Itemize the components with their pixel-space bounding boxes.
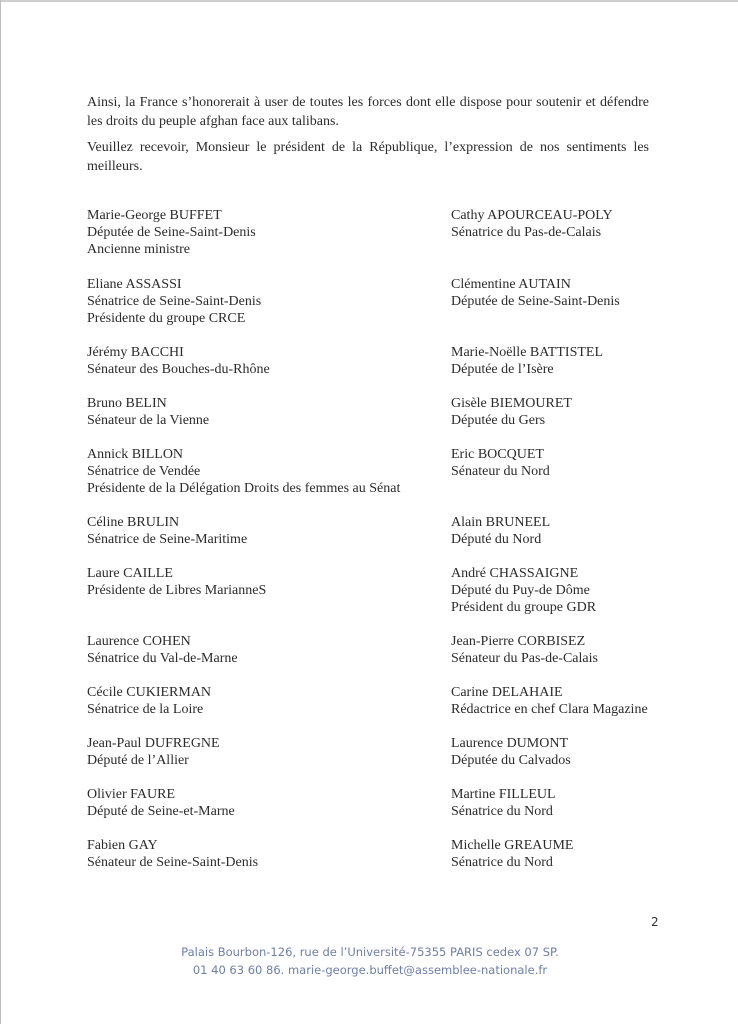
signatory [87, 684, 211, 718]
footer-contact: 01 40 63 60 86. marie-george.buffet@assemblee-nationale.fr [192, 963, 548, 977]
signatory-name: Olivier FAURE [87, 787, 176, 802]
signatory-name: Carine DELAHAIE [451, 685, 563, 700]
signatory-title: Sénatrice du Pas-de-Calais [451, 225, 602, 240]
signatory-title: Sénatrice de Seine-Maritime [87, 532, 248, 547]
signatory-title: Sénateur du Nord [451, 464, 550, 479]
signatory-name: Jean-Pierre CORBISEZ [451, 634, 586, 649]
signatory [451, 684, 648, 718]
signatory [87, 446, 400, 497]
signatory-name: Laurence DUMONT [451, 736, 569, 751]
signatory [87, 565, 266, 599]
signatory [451, 837, 573, 871]
signatory-title: Sénateur de Seine-Saint-Denis [87, 855, 259, 870]
signatory-name: Martine FILLEUL [451, 787, 556, 802]
page-number: 2 [651, 915, 659, 929]
closing-paragraph: Ainsi, la France s’honorerait à user de toutes les forces dont elle dispose pour soutenir et défendre les droits du peuple afghan face aux talibans. [87, 95, 649, 129]
signatory [451, 735, 571, 769]
footer-address: Palais Bourbon-126, rue de l’Université-75355 PARIS cedex 07 SP. [181, 945, 559, 959]
signatory-name: Jean-Paul DUFREGNE [87, 736, 220, 751]
signatory-name: Annick BILLON [87, 447, 184, 462]
signatory [87, 633, 238, 667]
signatory-title: Sénatrice de Vendée [87, 464, 201, 479]
signatory-title: Présidente de la Délégation Droits des femmes au Sénat [87, 481, 401, 496]
signatory-title: Députée de l’Isère [451, 362, 554, 377]
signatory-name: Cathy APOURCEAU-POLY [451, 208, 613, 223]
page-left-edge [0, 0, 1, 1024]
signatory [87, 207, 256, 258]
signatory [451, 633, 598, 667]
page-top-edge [0, 0, 738, 2]
signatory-title: Sénatrice de Seine-Saint-Denis [87, 294, 262, 309]
signatory-name: Michelle GREAUME [451, 838, 574, 853]
signatory-name: Bruno BELIN [87, 396, 167, 411]
signatory [87, 276, 261, 327]
signatory-name: Cécile CUKIERMAN [87, 685, 212, 700]
signatory-title: Député du Nord [451, 532, 542, 547]
signatory-title: Sénateur du Pas-de-Calais [451, 651, 598, 666]
signatory [87, 514, 247, 548]
signatory-title: Sénatrice du Nord [451, 855, 553, 870]
signatory-name: Marie-George BUFFET [87, 208, 222, 223]
signatory [87, 344, 270, 378]
signatory-title: Sénateur des Bouches-du-Rhône [87, 362, 270, 377]
signatory-name: Céline BRULIN [87, 515, 180, 530]
signatory-title: Député de Seine-et-Marne [87, 804, 235, 819]
signatory [451, 207, 613, 241]
signatory [451, 395, 572, 429]
signatory-title: Député de l’Allier [87, 753, 189, 768]
signatory [451, 514, 550, 548]
signatory-title: Députée du Calvados [451, 753, 571, 768]
signatory-title: Sénateur de la Vienne [87, 413, 210, 428]
signatory-title: Députée de Seine-Saint-Denis [87, 225, 256, 240]
signatory-title: Président du groupe GDR [451, 600, 597, 615]
signatory-name: Eric BOCQUET [451, 447, 544, 462]
signatory-name: Gisèle BIEMOURET [451, 396, 572, 411]
signatory-title: Député du Puy-de Dôme [451, 583, 590, 598]
signatory-name: Alain BRUNEEL [451, 515, 551, 530]
signatory [87, 786, 235, 820]
signatory [87, 395, 209, 429]
signatory [451, 786, 556, 820]
signatory-name: Fabien GAY [87, 838, 158, 853]
signatory-name: Jérémy BACCHI [87, 345, 184, 360]
salutation-paragraph: Veuillez recevoir, Monsieur le président de la République, l’expression de nos sentiments les meilleurs. [87, 140, 649, 174]
signatory-title: Présidente du groupe CRCE [87, 311, 246, 326]
signatory-title: Rédactrice en chef Clara Magazine [451, 702, 648, 717]
signatory [87, 735, 220, 769]
signatory-title: Présidente de Libres MarianneS [87, 583, 267, 598]
signatory-name: Laure CAILLE [87, 566, 173, 581]
signatory-title: Sénatrice du Nord [451, 804, 553, 819]
signatory-title: Sénatrice du Val-de-Marne [87, 651, 238, 666]
signatory [87, 837, 258, 871]
signatory-name: Clémentine AUTAIN [451, 277, 571, 292]
signatory [451, 446, 550, 480]
signatory-name: Laurence COHEN [87, 634, 191, 649]
signatory [451, 344, 603, 378]
signatory-name: Marie-Noëlle BATTISTEL [451, 345, 604, 360]
signatory-title: Députée de Seine-Saint-Denis [451, 294, 620, 309]
signatory [451, 276, 620, 310]
signatory [451, 565, 596, 616]
signatory-title: Sénatrice de la Loire [87, 702, 204, 717]
signatory-title: Ancienne ministre [87, 242, 191, 257]
letterhead-footer [150, 943, 590, 979]
signatory-name: André CHASSAIGNE [451, 566, 579, 581]
signatory-title: Députée du Gers [451, 413, 546, 428]
signatory-name: Eliane ASSASSI [87, 277, 182, 292]
